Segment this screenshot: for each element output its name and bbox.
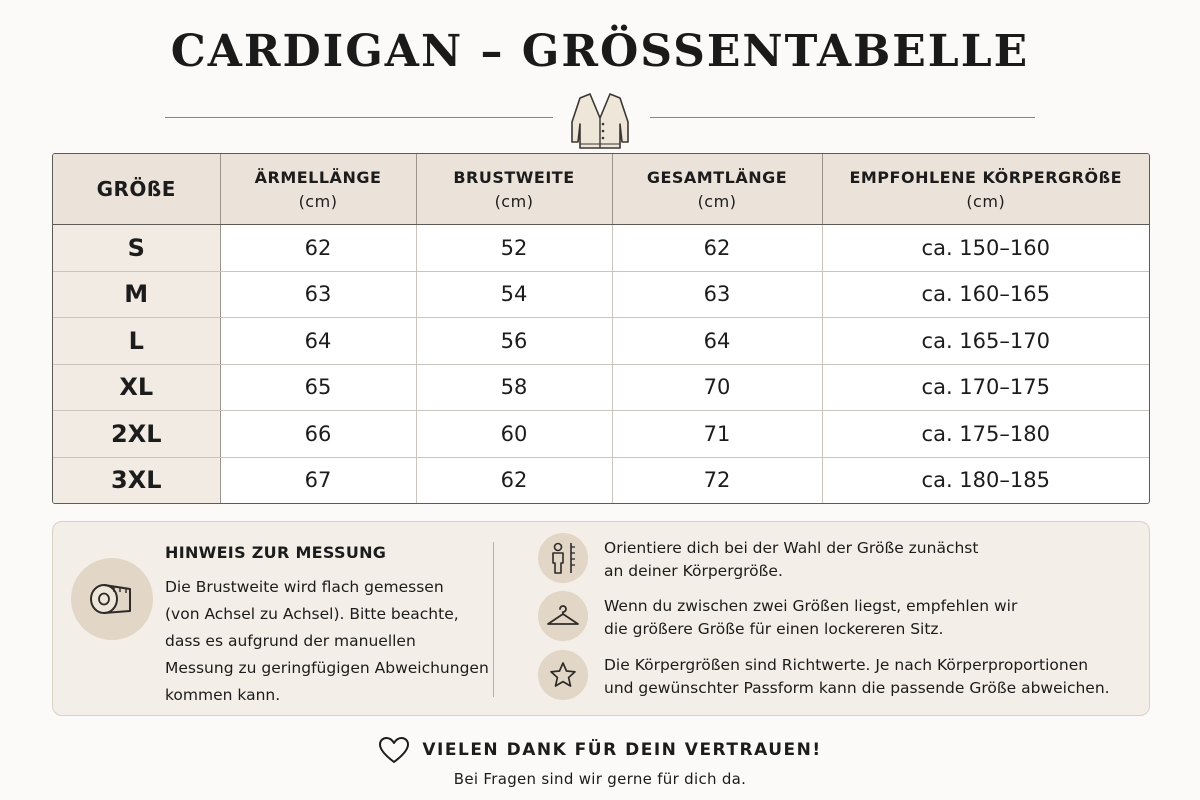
measurement-note-panel (52, 521, 1150, 716)
tip-between-sizes (604, 595, 1017, 641)
hint-line: Die Brustweite wird flach gemessen (165, 578, 444, 596)
hanger-icon-badge (538, 591, 588, 641)
cell-chest: 52 (416, 225, 612, 272)
cell-chest: 60 (416, 411, 612, 458)
footer-subtitle: Bei Fragen sind wir gerne für dich da. (453, 770, 747, 788)
measuring-tape-icon (86, 577, 138, 621)
table-row (53, 364, 1149, 411)
footer-title: VIELEN DANK FÜR DEIN VERTRAUEN! (422, 740, 822, 760)
heart-icon (378, 736, 410, 764)
tip-line: die größere Größe für einen lockereren Sitz. (604, 620, 944, 638)
table-row (53, 318, 1149, 365)
cell-length: 70 (612, 364, 822, 411)
hint-text (165, 574, 495, 709)
cell-length: 64 (612, 318, 822, 365)
cell-sleeve: 64 (220, 318, 416, 365)
hint-line: kommen kann. (165, 686, 281, 704)
star-icon-badge (538, 650, 588, 700)
header-body-height (822, 154, 1149, 225)
cell-chest: 58 (416, 364, 612, 411)
header-label: ÄRMELLÄNGE (254, 167, 382, 187)
cell-height: ca. 175–180 (822, 411, 1149, 458)
header-label: EMPFOHLENE KÖRPERGRÖßE (849, 167, 1123, 187)
cell-chest: 54 (416, 271, 612, 318)
header-unit: (cm) (494, 191, 534, 211)
footer (0, 736, 1200, 788)
height-measure-icon-badge (538, 533, 588, 583)
cell-length: 62 (612, 225, 822, 272)
tip-body-height (604, 537, 978, 583)
tip-line: an deiner Körpergröße. (604, 562, 783, 580)
cell-size: 2XL (53, 411, 220, 458)
hint-line: dass es aufgrund der manuellen (165, 632, 416, 650)
cell-size: M (53, 271, 220, 318)
cell-height: ca. 160–165 (822, 271, 1149, 318)
cell-sleeve: 66 (220, 411, 416, 458)
header-label: GESAMTLÄNGE (646, 167, 788, 187)
cell-chest: 56 (416, 318, 612, 365)
header-unit: (cm) (697, 191, 737, 211)
cell-size: 3XL (53, 457, 220, 503)
cardigan-icon (566, 88, 634, 152)
cell-size: L (53, 318, 220, 365)
hint-line: Messung zu geringfügigen Abweichungen (165, 659, 489, 677)
cell-size: S (53, 225, 220, 272)
header-unit: (cm) (966, 191, 1006, 211)
tip-guideline (604, 654, 1110, 700)
cell-length: 71 (612, 411, 822, 458)
cell-height: ca. 150–160 (822, 225, 1149, 272)
title-divider-right (650, 117, 1035, 118)
cell-height: ca. 165–170 (822, 318, 1149, 365)
height-measure-icon (548, 541, 578, 575)
header-label: BRUSTWEITE (453, 167, 575, 187)
footer-title-row (378, 736, 821, 764)
cell-chest: 62 (416, 457, 612, 503)
size-table (52, 153, 1150, 504)
header-label: GRÖßE (96, 177, 176, 201)
measuring-tape-icon-badge (71, 558, 153, 640)
cell-size: XL (53, 364, 220, 411)
header-sleeve-length (220, 154, 416, 225)
hint-line: (von Achsel zu Achsel). Bitte beachte, (165, 605, 459, 623)
header-unit: (cm) (298, 191, 338, 211)
cell-length: 72 (612, 457, 822, 503)
header-size (53, 154, 220, 225)
table-row (53, 271, 1149, 318)
tip-line: Die Körpergrößen sind Richtwerte. Je nach Körperproportionen (604, 656, 1089, 674)
cell-sleeve: 67 (220, 457, 416, 503)
cell-height: ca. 180–185 (921, 468, 1050, 493)
cell-sleeve: 65 (220, 364, 416, 411)
table-row (53, 411, 1149, 458)
hint-title: HINWEIS ZUR MESSUNG (165, 543, 387, 562)
cell-sleeve: 62 (220, 225, 416, 272)
page-title: CARDIGAN – GRÖSSENTABELLE (170, 26, 1030, 77)
cell-height: ca. 170–175 (822, 364, 1149, 411)
star-icon (548, 660, 578, 690)
hanger-icon (545, 602, 581, 630)
tip-line: und gewünschter Passform kann die passende Größe abweichen. (604, 679, 1110, 697)
table-row (53, 225, 1149, 272)
header-total-length (612, 154, 822, 225)
cell-length: 63 (612, 271, 822, 318)
header-chest-width (416, 154, 612, 225)
cell-sleeve: 63 (220, 271, 416, 318)
table-header-row (53, 154, 1149, 225)
title-divider-left (165, 117, 553, 118)
tip-line: Orientiere dich bei der Wahl der Größe zunächst (604, 539, 979, 557)
tip-line: Wenn du zwischen zwei Größen liegst, empfehlen wir (604, 597, 1018, 615)
table-row (53, 457, 1149, 503)
panel-divider (493, 542, 494, 697)
